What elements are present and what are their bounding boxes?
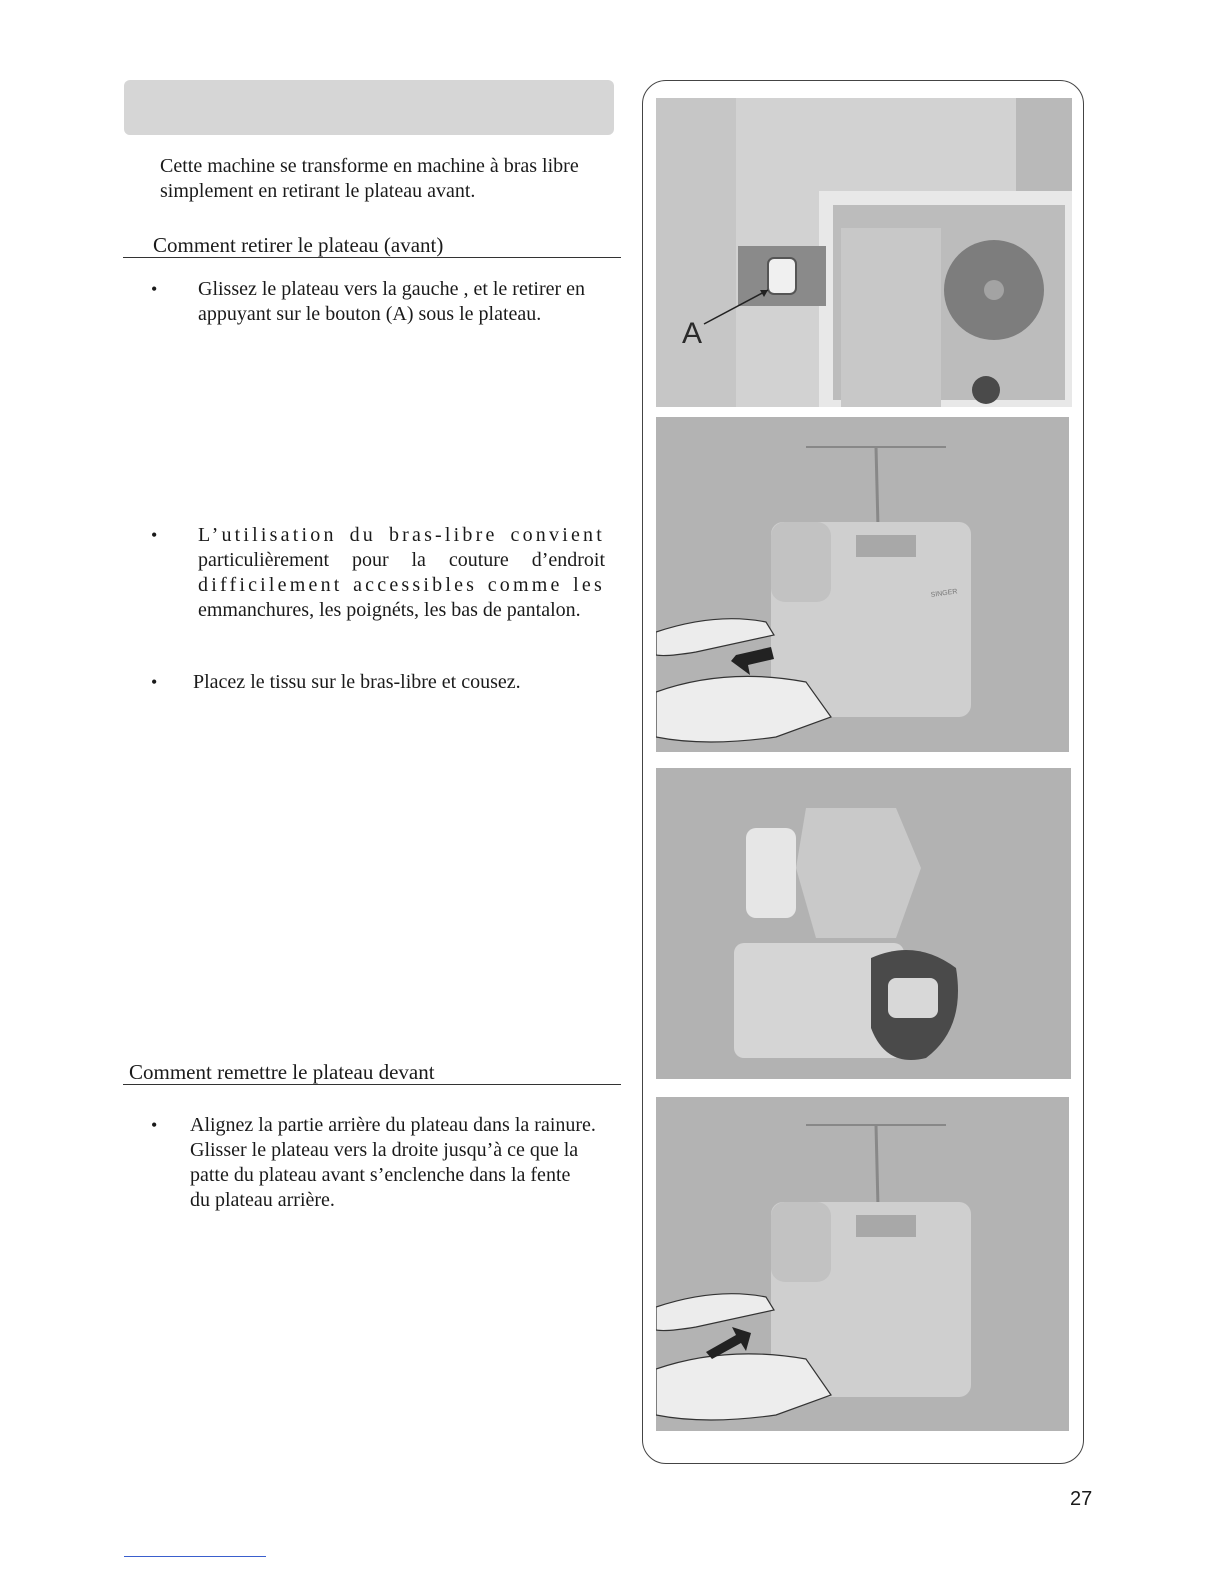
remove-bullet2-line4: emmanchures, les poignéts, les bas de pantalon. — [198, 599, 581, 621]
remove-bullet1-line1: Glissez le plateau vers la gauche , et le retirer en — [198, 278, 586, 300]
photo-free-arm — [656, 768, 1071, 1079]
heading-remove-plate: Comment retirer le plateau (avant) — [153, 233, 444, 257]
footer-link-underline[interactable] — [124, 1556, 266, 1557]
intro-line-2: simplement en retirant le plateau avant. — [160, 180, 476, 202]
replace-bullet1-line3: patte du plateau avant s’enclenche dans la fente — [190, 1164, 571, 1186]
heading-replace-plate: Comment remettre le plateau devant — [129, 1060, 435, 1084]
bullet-icon: • — [151, 279, 158, 299]
bullet-icon: • — [151, 525, 158, 545]
remove-bullet2-line2: particulièrement pour la couture d’endroit — [198, 549, 605, 571]
section-header-bar — [124, 80, 614, 135]
intro-line-1: Cette machine se transforme en machine à bras libre — [160, 155, 579, 177]
replace-bullet1-line4: du plateau arrière. — [190, 1189, 335, 1211]
page-number: 27 — [1070, 1488, 1093, 1510]
remove-bullet1-line2: appuyant sur le bouton (A) sous le plateau. — [198, 303, 542, 325]
heading-remove-rule — [123, 257, 621, 258]
label-a: A — [682, 317, 703, 350]
replace-bullet1-line2: Glisser le plateau vers la droite jusqu’à ce que la — [190, 1139, 579, 1161]
photo-replace-plate — [656, 1097, 1069, 1431]
brand-label: SINGER — [930, 588, 958, 599]
photo-release-button — [656, 98, 1072, 407]
replace-bullet1-line1: Alignez la partie arrière du plateau dans la rainure. — [190, 1114, 596, 1136]
photo-remove-plate — [656, 417, 1069, 752]
remove-bullet3: Placez le tissu sur le bras-libre et cousez. — [193, 671, 521, 693]
bullet-icon: • — [151, 672, 158, 692]
bullet-icon: • — [151, 1115, 158, 1135]
heading-replace-rule — [123, 1084, 621, 1085]
remove-bullet2-line3: difficilement accessibles comme les — [198, 574, 605, 596]
remove-bullet2-line1: L’utilisation du bras-libre convient — [198, 524, 605, 546]
